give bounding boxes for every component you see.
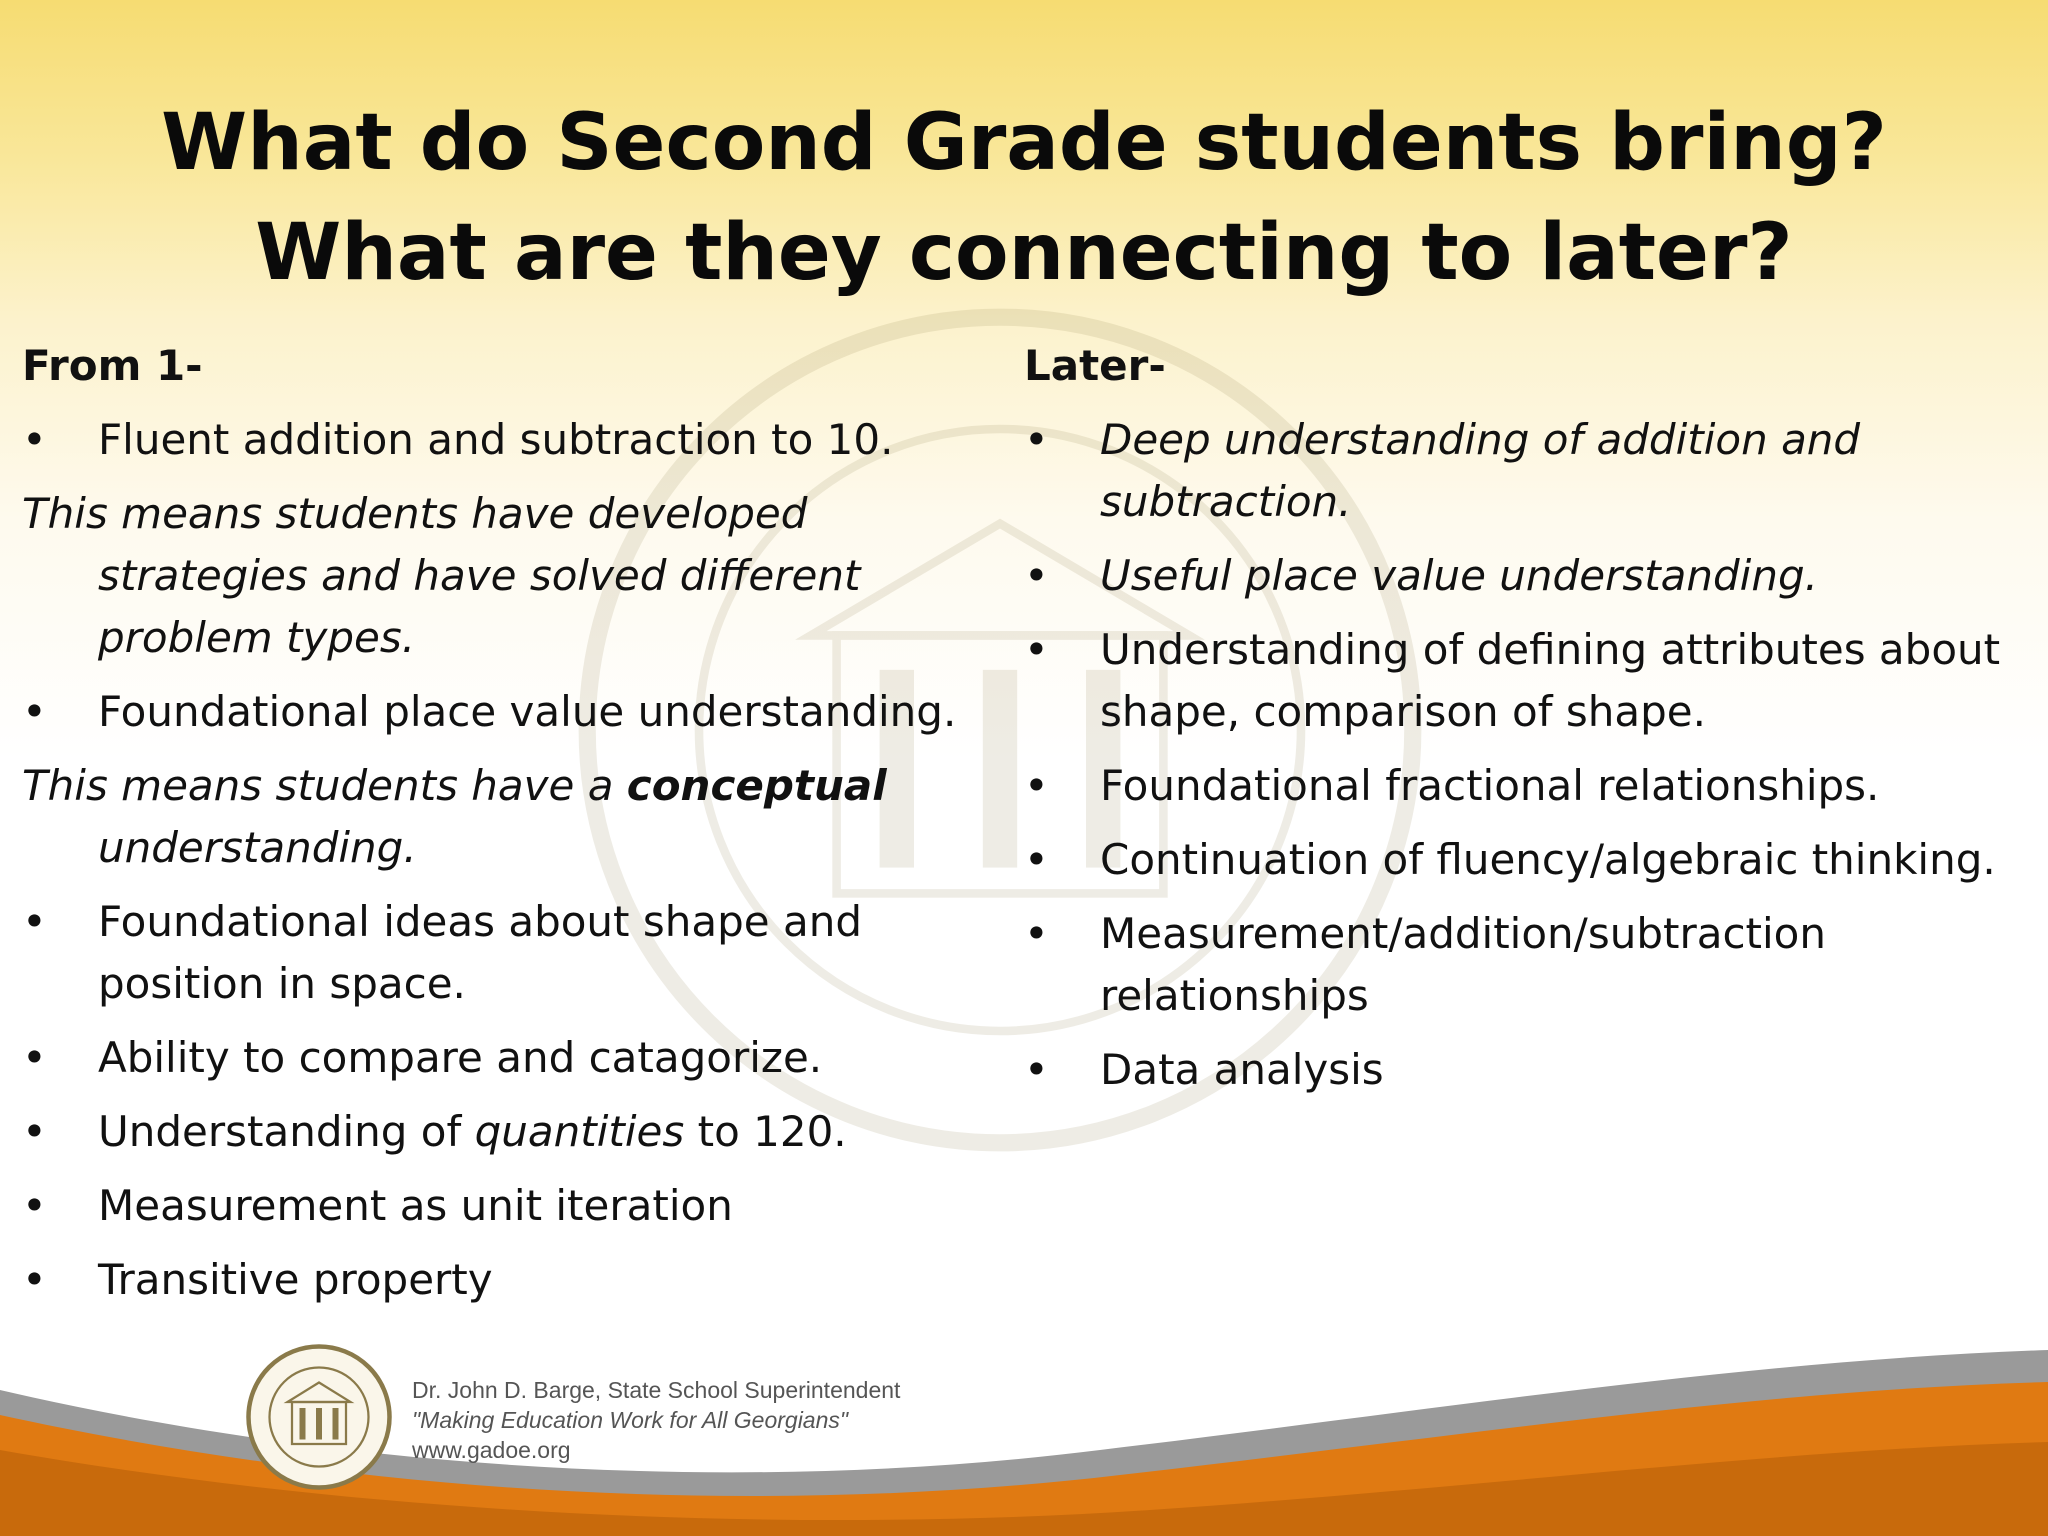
list-item: • Understanding of defining attributes about shape, comparison of shape. xyxy=(1024,619,2034,743)
list-item: • Foundational fractional relationships. xyxy=(1024,755,2034,817)
list-item: • Foundational ideas about shape and position in space. xyxy=(22,891,1012,1015)
title-line-1: What do Second Grade students bring? xyxy=(161,98,1887,188)
list-item: • Measurement/addition/subtraction relationships xyxy=(1024,903,2034,1027)
bullet-icon: • xyxy=(22,1107,47,1156)
bullet-icon: • xyxy=(1024,625,1049,674)
left-column-heading: From 1- xyxy=(22,341,203,390)
emphasis-text: conceptual xyxy=(626,761,887,810)
list-item: • Measurement as unit iteration xyxy=(22,1175,1012,1237)
seal-logo-icon xyxy=(244,1342,394,1492)
bullet-icon: • xyxy=(22,687,47,736)
list-item: • Deep understanding of addition and subtraction. xyxy=(1024,409,2034,533)
bullet-icon: • xyxy=(22,1255,47,1304)
bullet-icon: • xyxy=(1024,551,1049,600)
footer-text xyxy=(412,1375,900,1465)
list-item: • Fluent addition and subtraction to 10. xyxy=(22,409,1012,471)
right-column xyxy=(1024,335,2034,1113)
left-column xyxy=(22,335,1012,1323)
footer-link-website[interactable]: www.gadoe.org xyxy=(412,1437,571,1463)
bullet-icon: • xyxy=(1024,835,1049,884)
title-line-2: What are they connecting to later? xyxy=(255,208,1793,298)
bullet-icon: • xyxy=(1024,909,1049,958)
list-item: • Continuation of fluency/algebraic thinking. xyxy=(1024,829,2034,891)
list-item: • Ability to compare and catagorize. xyxy=(22,1027,1012,1089)
bullet-icon: • xyxy=(1024,761,1049,810)
right-column-heading: Later- xyxy=(1024,341,1166,390)
emphasis-text: quantities xyxy=(474,1107,685,1156)
bullet-icon: • xyxy=(22,1033,47,1082)
bullet-icon: • xyxy=(1024,1045,1049,1094)
list-item: • Data analysis xyxy=(1024,1039,2034,1101)
slide-title xyxy=(0,88,2048,308)
footer-line-superintendent: Dr. John D. Barge, State School Superintendent xyxy=(412,1377,901,1403)
note-text: This means students have developed strategies and have solved different problem types. xyxy=(22,489,861,662)
note-text: This means students have a conceptual understanding. xyxy=(22,761,887,872)
footer-line-motto: "Making Education Work for All Georgians" xyxy=(412,1407,849,1433)
bullet-icon: • xyxy=(22,415,47,464)
list-item: • Useful place value understanding. xyxy=(1024,545,2034,607)
bullet-icon: • xyxy=(22,897,47,946)
list-item: • Understanding of quantities to 120. xyxy=(22,1101,1012,1163)
bullet-icon: • xyxy=(22,1181,47,1230)
list-item: • Foundational place value understanding. xyxy=(22,681,1012,743)
bullet-icon: • xyxy=(1024,415,1049,464)
list-item: • Transitive property xyxy=(22,1249,1012,1311)
